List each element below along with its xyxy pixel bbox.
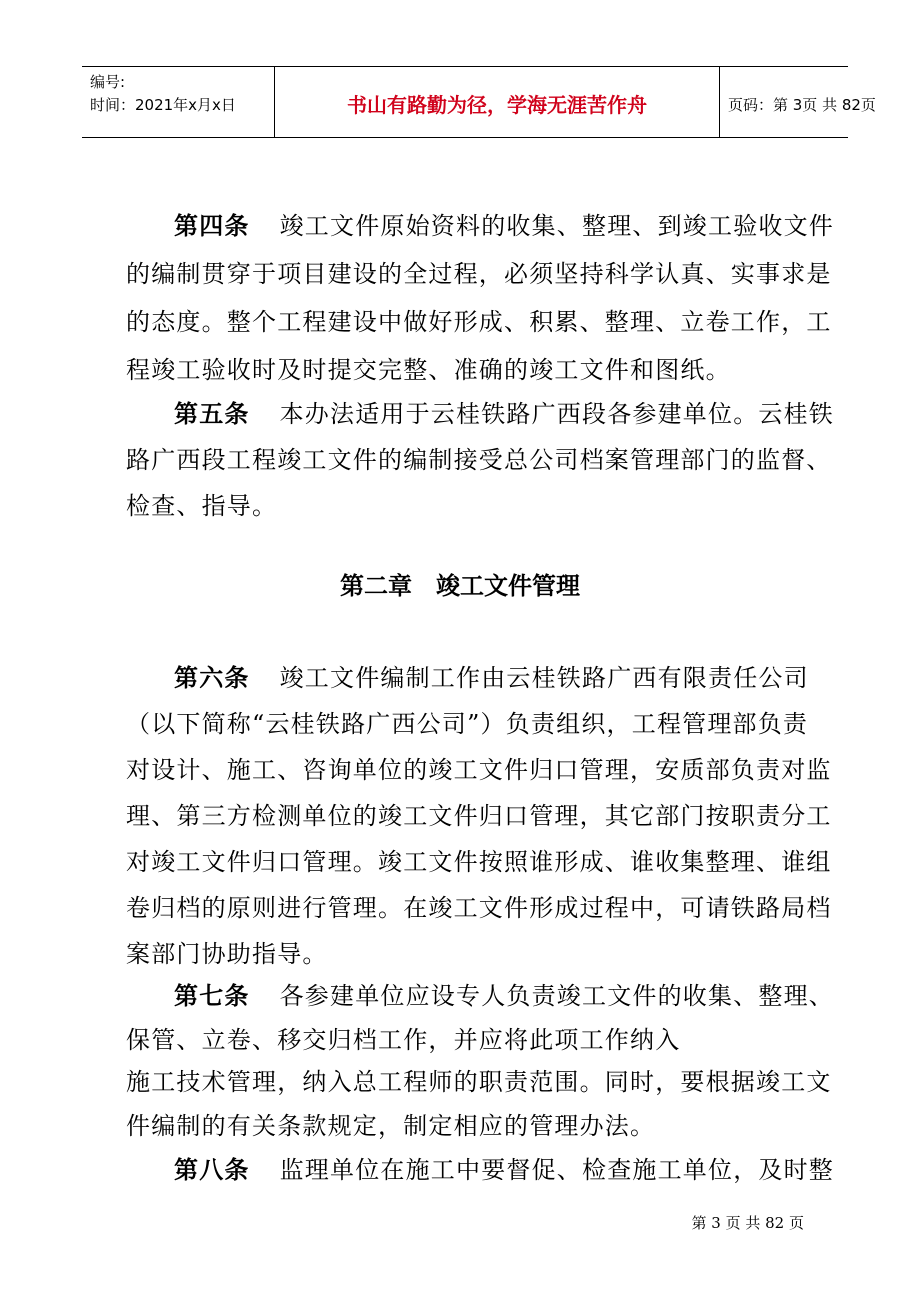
article-title: 第八条	[174, 1156, 250, 1184]
article-title: 第六条	[174, 664, 250, 692]
page-header	[82, 66, 876, 138]
header-motto: 书山有路勤为径，学海无涯苦作舟	[347, 93, 647, 117]
article-6-line-4: 理、第三方检测单位的竣工文件归口管理，其它部门按职责分工	[126, 802, 832, 830]
article-4-line-3: 的态度。整个工程建设中做好形成、积累、整理、立卷工作，工	[126, 308, 832, 336]
header-motto-cell	[274, 67, 720, 137]
article-7-line-1: 第七条 各参建单位应设专人负责竣工文件的收集、整理、	[174, 982, 835, 1010]
header-meta-cell	[82, 67, 274, 137]
article-4-line-2: 的编制贯穿于项目建设的全过程，必须坚持科学认真、实事求是	[126, 260, 832, 288]
article-title: 第五条	[174, 400, 250, 428]
page-footer: 第 3 页 共 82 页	[691, 1214, 804, 1232]
article-5-line-3: 检查、指导。	[126, 492, 278, 520]
article-6-line-2: （以下简称“云桂铁路广西公司”）负责组织，工程管理部负责	[126, 710, 809, 738]
article-4-line-4: 程竣工验收时及时提交完整、准确的竣工文件和图纸。	[126, 356, 731, 384]
article-6-line-3: 对设计、施工、咨询单位的竣工文件归口管理，安质部负责对监	[126, 756, 832, 784]
article-7-line-4: 件编制的有关条款规定，制定相应的管理办法。	[126, 1112, 656, 1140]
article-7-line-2: 保管、立卷、移交归档工作，并应将此项工作纳入	[126, 1026, 681, 1054]
header-page-info: 页码：第 3页 共 82页	[728, 96, 876, 114]
article-5-line-2: 路广西段工程竣工文件的编制接受总公司档案管理部门的监督、	[126, 446, 832, 474]
article-7-line-3: 施工技术管理，纳入总工程师的职责范围。同时，要根据竣工文	[126, 1068, 832, 1096]
header-page-cell	[718, 67, 876, 137]
article-6-line-6: 卷归档的原则进行管理。在竣工文件形成过程中，可请铁路局档	[126, 894, 832, 922]
article-title: 第四条	[174, 212, 250, 240]
chapter-heading: 第二章 竣工文件管理	[340, 572, 580, 600]
article-6-line-1: 第六条 竣工文件编制工作由云桂铁路广西有限责任公司	[174, 664, 809, 692]
document-number-label: 编号:	[90, 73, 126, 91]
article-6-line-7: 案部门协助指导。	[126, 940, 328, 968]
article-title: 第七条	[174, 982, 250, 1010]
article-4-line-1: 第四条 竣工文件原始资料的收集、整理、到竣工验收文件	[174, 212, 835, 240]
article-5-line-1: 第五条 本办法适用于云桂铁路广西段各参建单位。云桂铁	[174, 400, 835, 428]
document-time: 时间：2021年x月x日	[90, 96, 236, 114]
article-8-line-1: 第八条 监理单位在施工中要督促、检查施工单位，及时整	[174, 1156, 835, 1184]
article-6-line-5: 对竣工文件归口管理。竣工文件按照谁形成、谁收集整理、谁组	[126, 848, 832, 876]
